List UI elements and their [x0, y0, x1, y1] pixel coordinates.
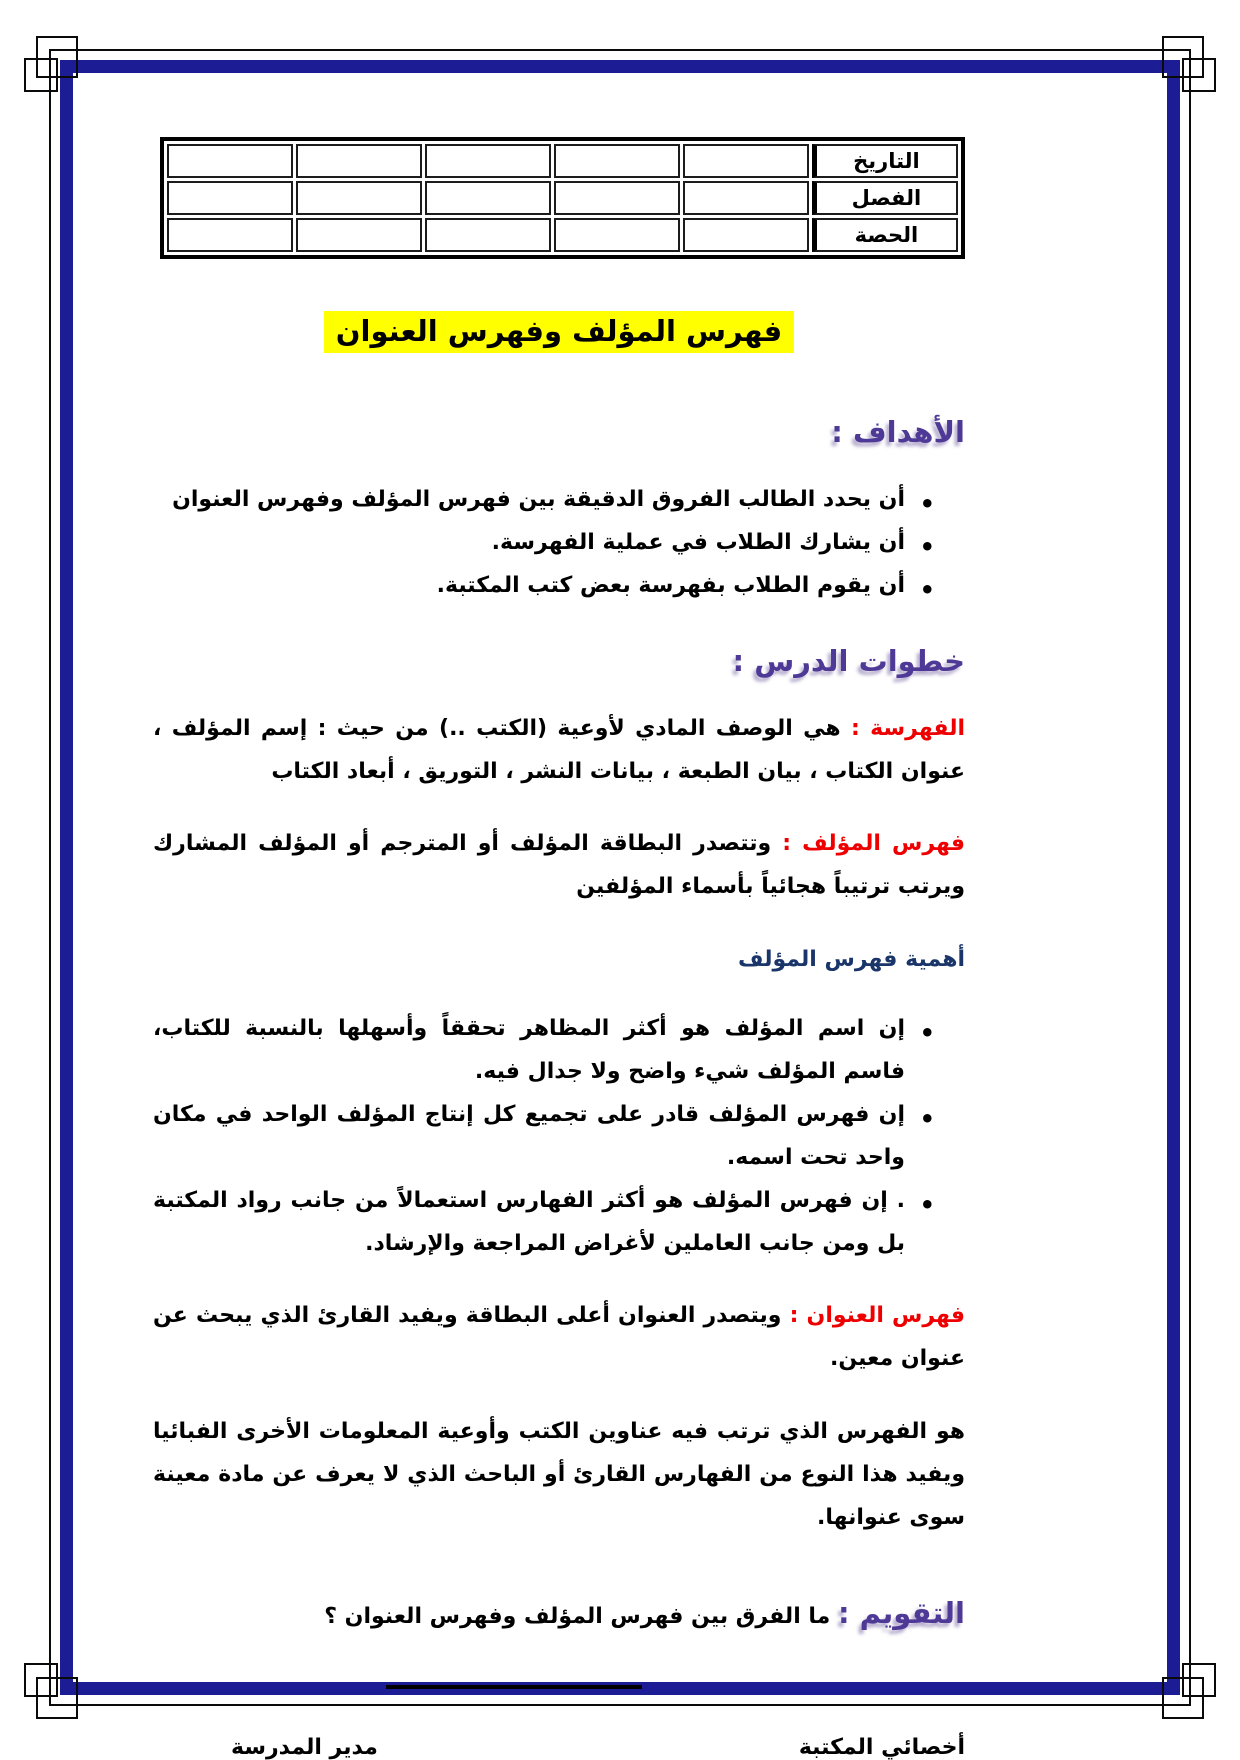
cataloguing-definition-paragraph — [153, 708, 965, 794]
importance-list — [153, 1008, 965, 1265]
table-cell — [554, 218, 680, 252]
corner-ornament-top-left-inner — [24, 58, 58, 92]
table-cell — [296, 144, 422, 178]
evaluation-question: ما الفرق بين فهرس المؤلف وفهرس العنوان ؟ — [324, 1603, 831, 1629]
author-index-text: وتتصدر البطاقة المؤلف أو المترجم أو المؤلف المشارك ويرتب ترتيباً هجائياً بأسماء المؤلفين — [153, 831, 965, 900]
importance-item: • إن اسم المؤلف هو أكثر المظاهر تحققاً وأسهلها بالنسبة للكتاب، فاسم المؤلف شيء واضح ولا جدال فيه. — [153, 1008, 935, 1094]
author-index-lead: فهرس المؤلف : — [782, 831, 965, 857]
school-principal-signature: مدير المدرسة — [231, 1735, 378, 1760]
objective-item: • أن يحدد الطالب الفروق الدقيقة بين فهرس المؤلف وفهرس العنوان — [153, 479, 935, 522]
signatures-row — [153, 1735, 965, 1760]
lesson-title: فهرس المؤلف وفهرس العنوان — [324, 311, 794, 353]
lesson-steps-heading: خطوات الدرس : — [732, 643, 965, 678]
table-cell — [167, 218, 293, 252]
author-index-paragraph — [153, 823, 965, 909]
cataloguing-text: هي الوصف المادي لأوعية (الكتب ..) من حيث : إسم المؤلف ، عنوان الكتاب ، بيان الطبعة ، بيانات النشر ، التوريق ، أبعاد الكتاب — [153, 715, 965, 784]
schedule-table — [160, 137, 965, 259]
closing-paragraph: هو الفهرس الذي ترتب فيه عناوين الكتب وأوعية المعلومات الأخرى الفبائيا ويفيد هذا النوع من الفهارس القارئ أو الباحث الذي لا يعرف عن مادة معينة سوى عنوانها. — [153, 1419, 965, 1531]
corner-ornament-bottom-right-inner — [1182, 1663, 1216, 1697]
document-content — [153, 0, 965, 1760]
table-cell — [425, 218, 551, 252]
signature-separator-line — [386, 1685, 642, 1689]
row-label-date: التاريخ — [812, 144, 958, 178]
corner-ornament-bottom-left-inner — [24, 1663, 58, 1697]
objectives-heading: الأهداف : — [831, 415, 965, 449]
row-label-class: الفصل — [812, 181, 958, 215]
evaluation-heading: التقويم : — [837, 1595, 965, 1630]
importance-item: • إن فهرس المؤلف قادر على تجميع كل إنتاج المؤلف الواحد في مكان واحد تحت اسمه. — [153, 1094, 935, 1180]
table-cell — [167, 181, 293, 215]
table-cell — [167, 144, 293, 178]
title-index-text: ويتصدر العنوان أعلى البطاقة ويفيد القارئ الذي يبحث عن عنوان معين. — [153, 1303, 965, 1372]
objective-item: • أن يقوم الطلاب بفهرسة بعض كتب المكتبة. — [153, 565, 935, 608]
importance-item: • . إن فهرس المؤلف هو أكثر الفهارس استعمالاً من جانب رواد المكتبة بل ومن جانب العاملين لأغراض المراجعة والإرشاد. — [153, 1180, 935, 1266]
table-cell — [683, 144, 809, 178]
table-row-period — [167, 218, 958, 252]
table-cell — [425, 181, 551, 215]
table-cell — [554, 181, 680, 215]
corner-ornament-top-right-inner — [1182, 58, 1216, 92]
table-cell — [683, 218, 809, 252]
title-index-lead: فهرس العنوان : — [789, 1303, 965, 1329]
lesson-title-wrap — [153, 311, 965, 353]
table-row-date — [167, 144, 958, 178]
objective-item: • أن يشارك الطلاب في عملية الفهرسة. — [153, 522, 935, 565]
evaluation-line — [153, 1586, 965, 1641]
library-specialist-signature: أخصائي المكتبة — [798, 1735, 965, 1760]
title-index-paragraph — [153, 1295, 965, 1381]
row-label-period: الحصة — [812, 218, 958, 252]
table-cell — [425, 144, 551, 178]
table-row-class — [167, 181, 958, 215]
author-index-importance-heading: أهمية فهرس المؤلف — [738, 947, 965, 973]
table-cell — [296, 218, 422, 252]
cataloguing-lead: الفهرسة : — [851, 715, 965, 741]
objectives-list — [153, 479, 965, 608]
table-cell — [554, 144, 680, 178]
table-cell — [296, 181, 422, 215]
table-cell — [683, 181, 809, 215]
